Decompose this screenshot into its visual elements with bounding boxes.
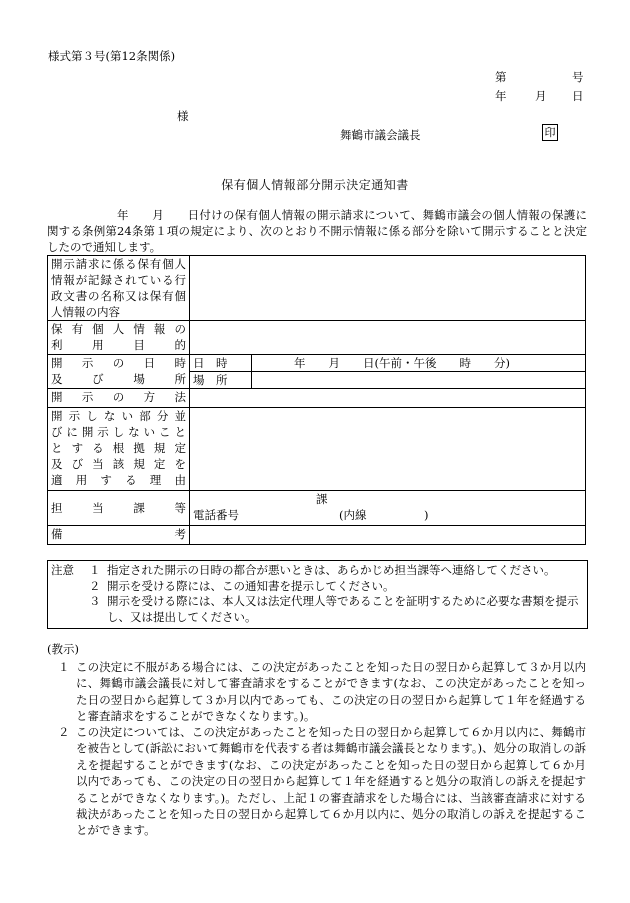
form-number: 様式第３号(第12条関係)	[48, 49, 176, 63]
value-purpose[interactable]	[190, 321, 586, 355]
value-datetime[interactable]: 年 月 日(午前・午後 時 分)	[252, 355, 586, 372]
seal-stamp: 印	[542, 124, 558, 141]
issuer-name: 舞鶴市議会議長	[340, 128, 421, 142]
value-place[interactable]	[252, 372, 586, 389]
label-datetime-place: 開示の日時 及び場所	[48, 355, 190, 389]
label-datetime: 日 時	[190, 355, 252, 372]
note-item: 注意 １ 指定された開示の日時の都合が悪いときは、あらかじめ担当課等へ連絡してください。	[51, 563, 556, 577]
label-document-name: 開示請求に係る保有個人情報が記録されている行政文書の名称又は保有個人情報の内容	[48, 256, 190, 321]
label-undisclosed-reason: 開示しない部分並 びに開示しないこと とする根拠規定 及び当該規定を 適用する理由	[48, 408, 190, 491]
document-title: 保有個人情報部分開示決定通知書	[221, 178, 409, 192]
date-year-label: 年	[495, 89, 507, 103]
label-purpose: 保有個人情報の 利用目的	[48, 321, 190, 355]
doc-number-suffix: 号	[572, 70, 584, 84]
label-place: 場 所	[190, 372, 252, 389]
value-method[interactable]	[190, 389, 586, 408]
notes-box	[47, 560, 588, 629]
department-ka: 課	[316, 492, 328, 506]
label-remarks: 備考	[48, 526, 190, 545]
intro-paragraph: 年 月 日付けの保有個人情報の開示請求について、舞鶴市議会の個人情報の保護に関する条例第24条第１項の規定により、次のとおり不開示情報に係る部分を除いて開示することと決定したので通知します。	[47, 208, 587, 255]
note-item: ２ 開示を受ける際には、この通知書を提示してください。	[89, 578, 395, 593]
instruction-heading: (教示)	[47, 642, 79, 656]
date-day-label: 日	[572, 89, 584, 103]
date-month-label: 月	[535, 89, 547, 103]
label-method: 開示の方法	[48, 389, 190, 408]
doc-number-prefix: 第	[495, 70, 507, 84]
extension-label: (内線 )	[339, 508, 429, 522]
decision-table	[47, 255, 586, 545]
value-document-name[interactable]	[190, 256, 586, 321]
phone-label: 電話番号	[193, 508, 239, 522]
value-department[interactable]	[190, 491, 586, 526]
instruction-item: １ この決定に不服がある場合には、この決定があったことを知った日の翌日から起算して３か月以内に、舞鶴市議会議長に対して審査請求をすることができます(なお、この決定があったことを知った日の翌日から起算して３か月以内であっても、この決定の日の翌日から起算して１年を経過すると審査請求をすることができなくなります。)。	[58, 660, 586, 724]
instruction-item: ２ この決定については、この決定があったことを知った日の翌日から起算して６か月以内に、舞鶴市を被告として(訴訟において舞鶴市を代表する者は舞鶴市議会議長となります。)、処分の取消しの訴えを提起することができます(なお、この決定があったことを知った日の翌日から起算して６か月以内であっても、この決定の日の翌日から起算して１年を経過すると処分の取消しの訴えを提起することができなくなります。)。ただし、上記１の審査請求をした場合には、当該審査請求に対する裁決があったことを知った日の翌日から起算して６か月以内に、処分の取消しの訴えを提起することができます。	[58, 725, 586, 838]
value-undisclosed-reason[interactable]	[190, 408, 586, 491]
notes-heading: 注意	[51, 563, 74, 577]
value-remarks[interactable]	[190, 526, 586, 545]
note-item: ３ 開示を受ける際には、本人又は法定代理人等であることを証明するために必要な書類を提示し、又は提出してください。	[89, 594, 579, 624]
recipient-honorific: 様	[177, 109, 189, 123]
label-department: 担当課等	[48, 491, 190, 526]
